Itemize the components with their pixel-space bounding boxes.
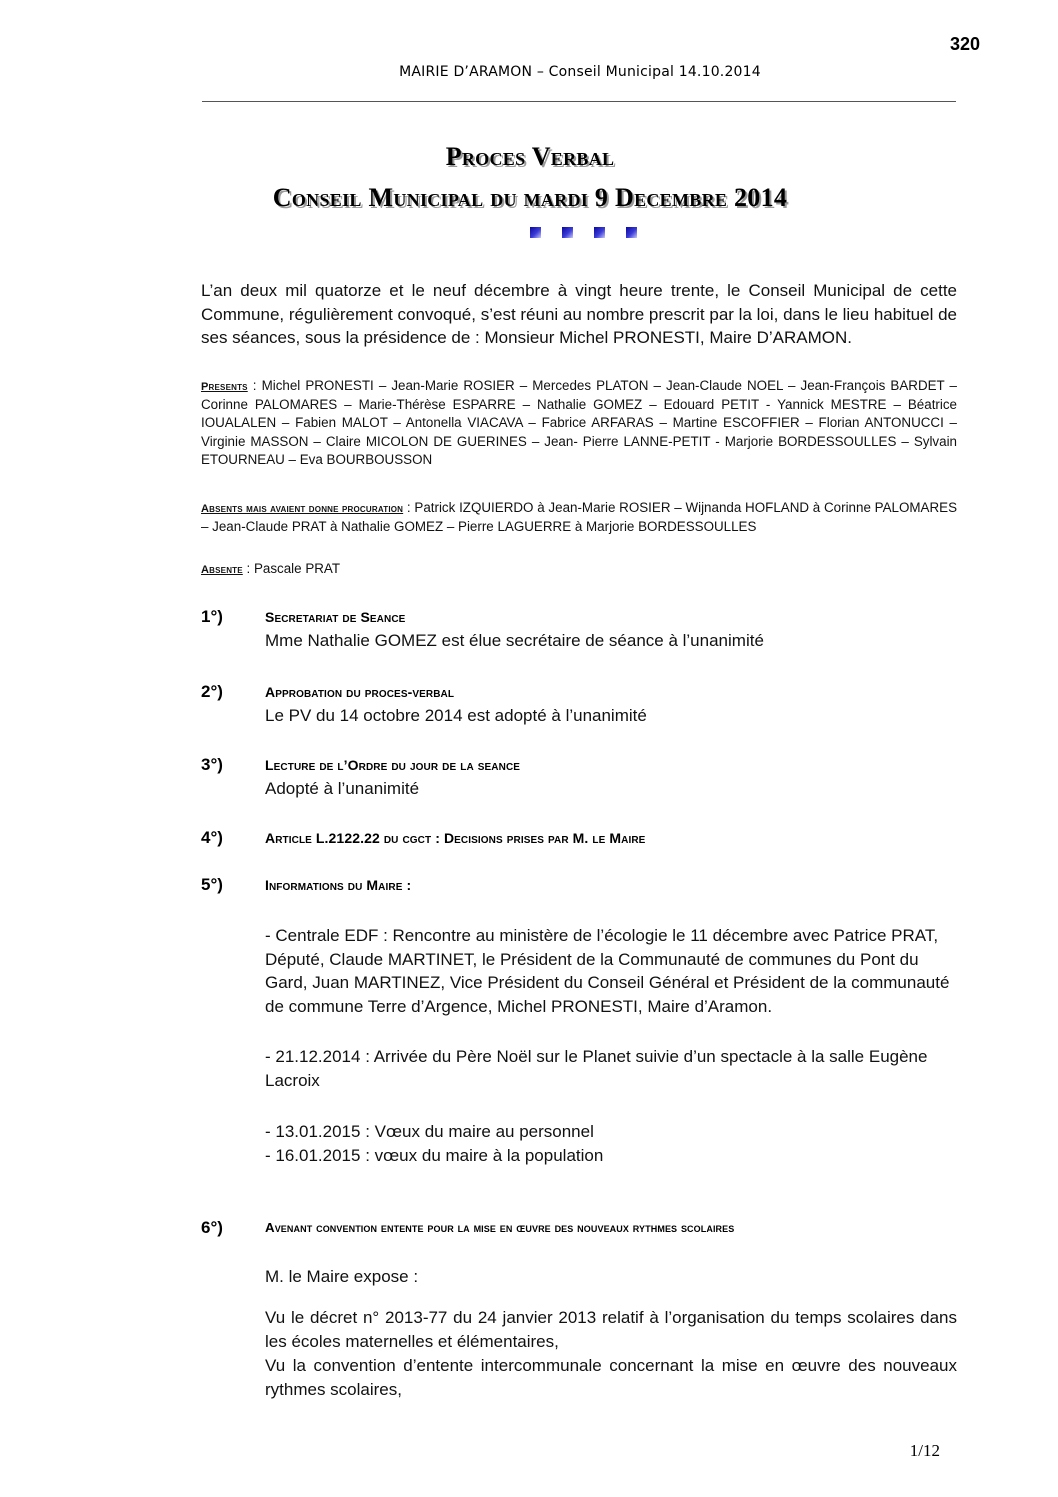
square-ornament [562,227,573,238]
section-text: Mme Nathalie GOMEZ est élue secrétaire de séance à l’unanimité [265,631,764,650]
section-number: 4°) [201,828,223,847]
absents-procuration-paragraph [201,499,957,536]
square-ornament [594,227,605,238]
section-number: 3°) [201,755,223,774]
section-number: 6°) [201,1218,223,1237]
page-number: 320 [949,34,980,54]
section-title: Secretariat de Seance [265,609,406,625]
info-item-pere-noel: - 21.12.2014 : Arrivée du Père Noël sur le Planet suivie d’un spectacle à la salle Eugène Lacroix [265,1047,928,1090]
info-item-edf: - Centrale EDF : Rencontre au ministère de l’écologie le 11 décembre avec Patrice PRAT, Député, Claude MARTINET, le Président de la Communauté de communes du Pont du Gard, Juan MARTINEZ, Vice Président du Conseil Général et Président de la communauté de commune Terre d’Argence, Michel PRONESTI, Maire d’Aramon. [265,926,950,1016]
section-text: Le PV du 14 octobre 2014 est adopté à l’unanimité [265,706,647,725]
section-title: Article L.2122.22 du cgct : Decisions prises par M. le Maire [265,830,646,846]
section-title: Approbation du proces-verbal [265,684,455,700]
presents-label: Presents [201,381,248,393]
absente-text: : Pascale PRAT [242,561,341,576]
info-item-voeux-personnel: - 13.01.2015 : Vœux du maire au personnel [265,1122,594,1141]
intro-paragraph: L’an deux mil quatorze et le neuf décembre à vingt heure trente, le Conseil Municipal de cette Commune, régulièrement convoqué, s’est réuni au nombre prescrit par la loi, dans le lieu habituel de ses séances, sous la présidence de : Monsieur Michel PRONESTI, Maire D’ARAMON. [201,281,957,347]
decorative-squares [530,227,650,239]
absente-label: Absente [201,564,243,576]
square-ornament [530,227,541,238]
info-item-voeux-population: - 16.01.2015 : vœux du maire à la population [265,1146,604,1165]
vu-decret: Vu le décret n° 2013-77 du 24 janvier 2013 relatif à l’organisation du temps scolaires dans les écoles maternelles et élémentaires, [265,1308,957,1351]
absents-procuration-label: Absents mais avaient donne procuration [201,503,404,515]
section-title: Avenant convention entente pour la mise en œuvre des nouveaux rythmes scolaires [265,1220,735,1235]
section-number: 5°) [201,875,223,894]
header-rule [202,101,956,102]
absents-procuration-text: : Patrick IZQUIERDO à Jean-Marie ROSIER – Wijnanda HOFLAND à Corinne PALOMARES – Jean-Claude PRAT à Nathalie GOMEZ – Pierre LAGUERRE à Marjorie BORDESSOULLES [201,500,957,535]
section-title: Informations du Maire : [265,877,412,893]
title-line-2: Conseil Municipal du mardi 9 Decembre 2014 [272,183,788,212]
presents-text: : Michel PRONESTI – Jean-Marie ROSIER – Mercedes PLATON – Jean-Claude NOEL – Jean-François BARDET – Corinne PALOMARES – Marie-Thérèse ESPARRE – Nathalie GOMEZ – Edouard PETIT - Yannick MESTRE – Béatrice IOUALALEN – Fabien MALOT – Antonella VIACAVA – Fabrice ARFARAS – Martine ESCOFFIER – Florian ANTONUCCI – Virginie MASSON – Claire MICOLON DE GUERINES – Jean- Pierre LANNE-PETIT - Marjorie BORDESSOULLES – Sylvain ETOURNEAU – Eva BOURBOUSSON [201,378,957,467]
page-footer: 1/12 [909,1441,940,1460]
section-text: Adopté à l’unanimité [265,779,420,798]
maire-expose: M. le Maire expose : [265,1267,419,1286]
vu-convention: Vu la convention d’entente intercommunale concernant la mise en œuvre des nouveaux rythmes scolaires, [265,1356,957,1399]
absente-paragraph [201,560,957,579]
section-title: Lecture de l’Ordre du jour de la seance [265,757,521,773]
section-number: 2°) [201,682,223,701]
title-line-1: Proces Verbal [445,142,615,171]
square-ornament [626,227,637,238]
running-header: MAIRIE D’ARAMON – Conseil Municipal 14.10.2014 [399,64,761,80]
presents-paragraph [201,377,957,469]
section-number: 1°) [201,607,223,626]
